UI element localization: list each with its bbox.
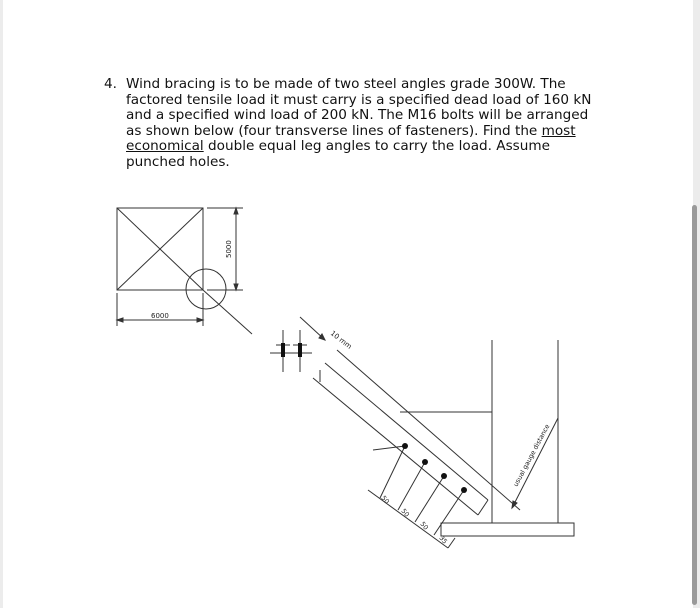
width-dimension [117,293,203,326]
problem-text-part1: Wind bracing is to be made of two steel angles grade 300W. The factored tensile load it must carry is a specified dead load of 160 kN and a specified wind load of 200 kN. The M16 bolts will be arranged as shown below (four transverse lines of fasteners). Find the [126,76,592,139]
problem-text-part2: double equal leg angles to carry the load. Assume punched holes. [126,138,550,170]
detail-circle [186,269,226,309]
bolt-1 [402,443,408,449]
angle-leg-right [298,343,302,357]
bolt-2 [422,459,428,465]
fastener-line-2 [398,462,425,510]
bolt-4 [461,487,467,493]
fastener-line-1 [380,446,405,498]
gauge-label: usual gauge distance [511,422,552,488]
pitch-label-2: 50 [399,507,411,519]
gusset-plate [400,412,492,523]
underlined-most-economical: most economical [126,122,576,155]
gauge-dimension [512,418,558,508]
frame-width-label: 6000 [151,312,169,320]
angle-member [313,350,520,515]
end-distance-label: 35 [437,534,449,546]
problem-number: 4. [104,76,117,92]
detail-leader [203,290,252,334]
bolt-3 [441,473,447,479]
angle-leg-left [281,343,285,357]
gusset-thickness-label: 10 mm [328,329,354,351]
section-symbol [270,317,325,372]
braced-frame [117,208,252,334]
frame-height-label: 5000 [225,240,233,258]
fastener-line-3 [415,476,444,522]
base-plate [441,523,574,536]
pitch-label-1: 50 [379,494,391,506]
pitch-label-3: 50 [418,520,430,532]
fastener-line-4 [434,490,464,535]
